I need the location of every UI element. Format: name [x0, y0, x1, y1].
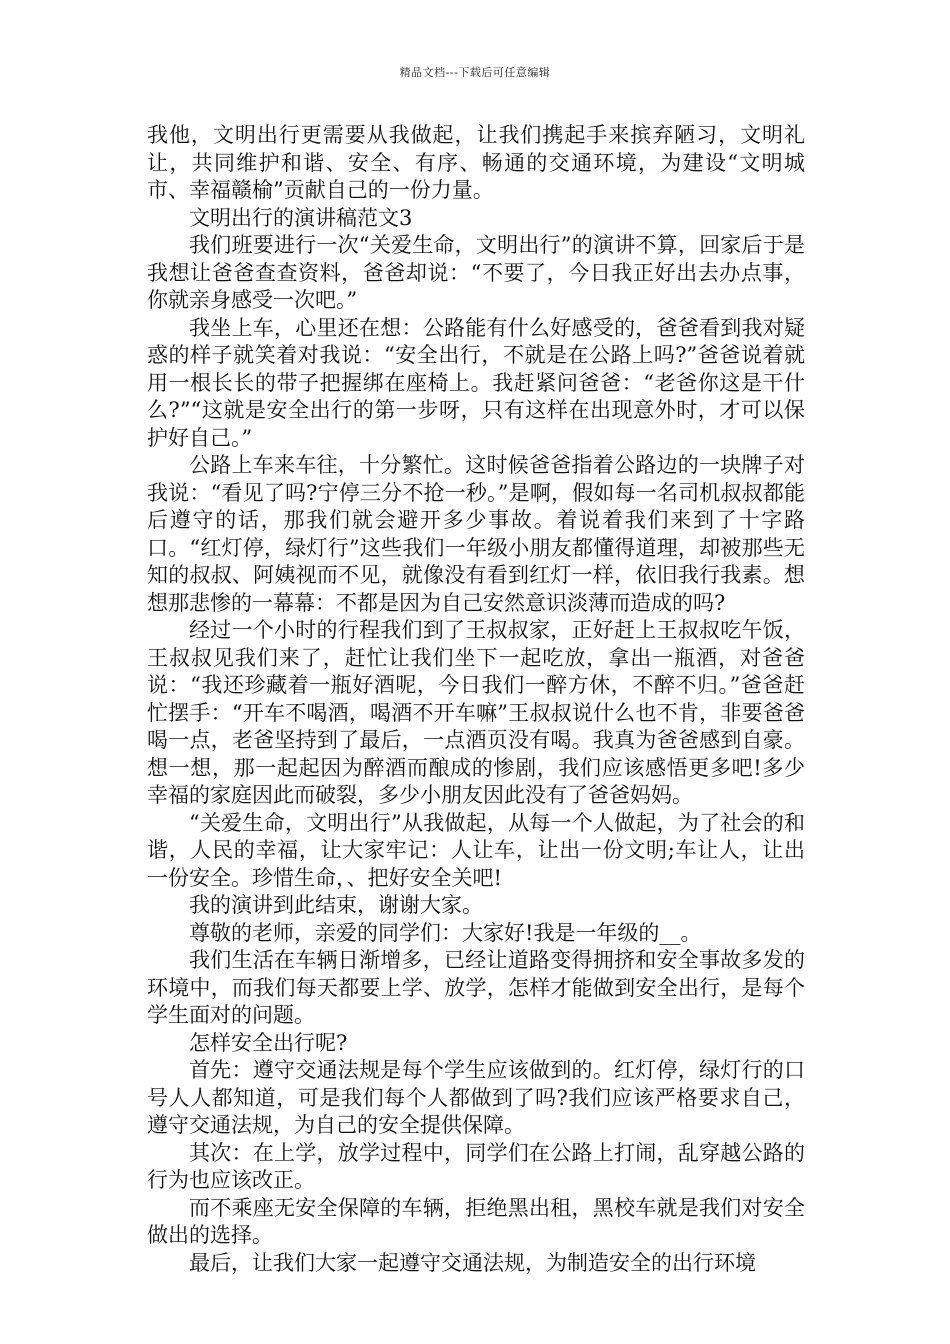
document-body — [147, 122, 805, 1277]
paragraph: 其次：在上学，放学过程中，同学们在公路上打闹，乱穿越公路的行为也应该改正。 — [147, 1140, 805, 1192]
section-title: 文明出行的演讲稿范文3 — [189, 205, 413, 230]
paragraph: 最后，让我们大家一起遵守交通法规，为制造安全的出行环境 — [189, 1250, 756, 1275]
page-header: 精品文档---下载后可任意编辑 — [399, 66, 551, 79]
paragraph: 而不乘座无安全保障的车辆，拒绝黑出租，黑校车就是我们对安全做出的选择。 — [147, 1195, 805, 1247]
paragraph: 怎样安全出行呢? — [189, 1030, 348, 1055]
paragraph: 我坐上车，心里还在想：公路能有什么好感受的，爸爸看到我对疑惑的样子就笑着对我说：“安全出行，不就是在公路上吗?”爸爸说着就用一根长长的带子把握绑在座椅上。我赶紧问爸爸：“老爸你这是干什么?”“这就是安全出行的第一步呀，只有这样在出现意外时，才可以保护好自己。” — [147, 315, 805, 450]
paragraph: 我们班要进行一次“关爱生命，文明出行”的演讲不算，回家后于是我想让爸爸查查资料，爸爸却说：“不要了，今日我正好出去办点事，你就亲身感受一次吧。” — [147, 233, 805, 312]
paragraph: 我的演讲到此结束，谢谢大家。 — [189, 893, 483, 917]
paragraph: 公路上车来车往，十分繁忙。这时候爸爸指着公路边的一块牌子对我说：“看见了吗?宁停三分不抢一秒。”是啊，假如每一名司机叔叔都能后遵守的话，那我们就会避开多少事故。着说着我们来到了十字路口。“红灯停，绿灯行”这些我们一年级小朋友都懂得道理，却被那些无知的叔叔、阿姨视而不见，就像没有看到红灯一样，依旧我行我素。想想那悲惨的一幕幕：不都是因为自己安然意识淡薄而造成的吗? — [147, 453, 805, 615]
paragraph: 尊敬的老师，亲爱的同学们：大家好!我是一年级的__。 — [189, 920, 702, 945]
paragraph: “关爱生命，文明出行”从我做起，从每一个人做起，为了社会的和谐，人民的幸福，让大家牢记：人让车，让出一份文明;车让人，让出一份安全。珍惜生命，、把好安全关吧! — [147, 810, 805, 890]
paragraph: 首先：遵守交通法规是每个学生应该做到的。红灯停，绿灯行的口号人人都知道，可是我们每个人都做到了吗?我们应该严格要求自己，遵守交通法规，为自己的安全提供保障。 — [147, 1058, 805, 1137]
paragraph: 经过一个小时的行程我们到了王叔叔家，正好赶上王叔叔吃午饭，王叔叔见我们来了，赶忙让我们坐下一起吃放，拿出一瓶酒，对爸爸说：“我还珍藏着一瓶好酒呢，今日我们一醉方休，不醉不归。”爸爸赶忙摆手：“开车不喝酒，喝酒不开车嘛”王叔叔说什么也不肯，非要爸爸喝一点，老爸坚持到了最后，一点酒页没有喝。我真为爸爸感到自豪。想一想，那一起起因为醉酒而酿成的惨剧，我们应该感悟更多吧!多少幸福的家庭因此而破裂，多少小朋友因此没有了爸爸妈妈。 — [147, 618, 805, 807]
paragraph: 我他，文明出行更需要从我做起，让我们携起手来摈弃陋习，文明礼让，共同维护和谐、安全、有序、畅通的交通环境，为建设“文明城市、幸福赣榆”贡献自己的一份力量。 — [147, 123, 805, 202]
paragraph: 我们生活在车辆日渐增多，已经让道路变得拥挤和安全事故多发的环境中，而我们每天都要上学、放学，怎样才能做到安全出行，是每个学生面对的问题。 — [147, 948, 805, 1027]
